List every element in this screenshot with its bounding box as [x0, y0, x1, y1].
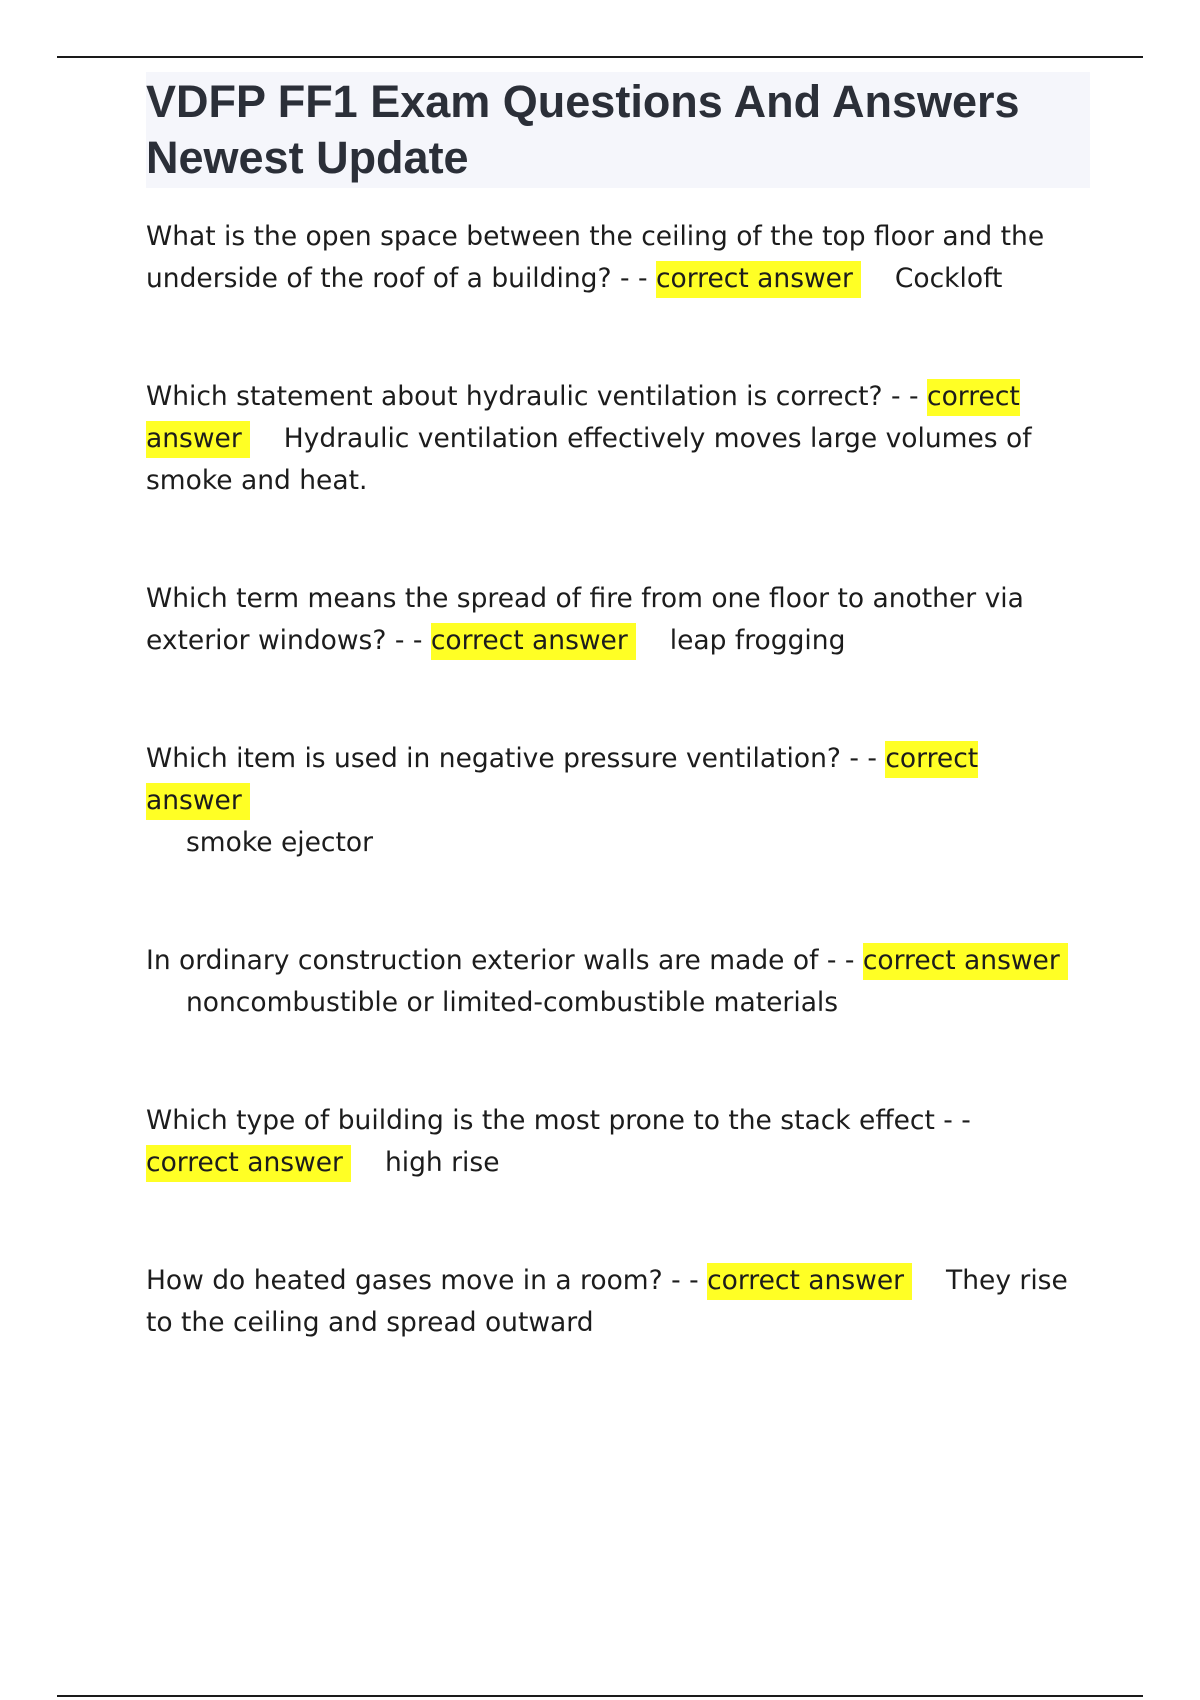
- qa-item: [146, 1100, 1066, 1184]
- question-text: Which type of building is the most prone to the stack effect - -: [146, 1105, 971, 1136]
- bottom-rule: [57, 1695, 1143, 1697]
- question-text: Which term means the spread of fire from one floor to another via exterior windows? - -: [146, 583, 1024, 656]
- correct-answer-highlight: correct answer: [146, 1145, 351, 1182]
- qa-item: [146, 738, 1076, 864]
- question-text: How do heated gases move in a room? - -: [146, 1265, 699, 1296]
- answer-text: Hydraulic ventilation effectively moves large volumes of smoke and heat.: [146, 423, 1032, 496]
- question-text: Which item is used in negative pressure ventilation? - -: [146, 743, 877, 774]
- correct-answer-highlight: correct answer: [707, 1263, 912, 1300]
- answer-text: leap frogging: [669, 625, 846, 656]
- qa-item: [146, 216, 1046, 300]
- answer-text: Cockloft: [894, 263, 1003, 294]
- correct-answer-highlight: correct answer: [146, 741, 978, 820]
- answer-text: noncombustible or limited-combustible materials: [186, 987, 839, 1018]
- answer-text: smoke ejector: [186, 827, 374, 858]
- qa-item: [146, 940, 1076, 1024]
- qa-item: [146, 578, 1046, 662]
- question-text: What is the open space between the ceiling of the top floor and the underside of the roof of a building? - -: [146, 221, 1045, 294]
- document-title: VDFP FF1 Exam Questions And Answers Newest Update: [146, 72, 1090, 188]
- question-text: In ordinary construction exterior walls are made of - -: [146, 945, 855, 976]
- correct-answer-highlight: correct answer: [431, 623, 636, 660]
- document-body: [146, 72, 1090, 1344]
- qa-item: [146, 376, 1046, 502]
- question-text: Which statement about hydraulic ventilation is correct? - -: [146, 381, 919, 412]
- answer-text: high rise: [384, 1147, 500, 1178]
- correct-answer-highlight: correct answer: [656, 261, 861, 298]
- qa-item: [146, 1260, 1090, 1344]
- correct-answer-highlight: correct answer: [146, 379, 1020, 458]
- correct-answer-highlight: correct answer: [863, 943, 1068, 980]
- answer-text: They rise to the ceiling and spread outward: [146, 1265, 1068, 1338]
- top-rule: [57, 56, 1143, 58]
